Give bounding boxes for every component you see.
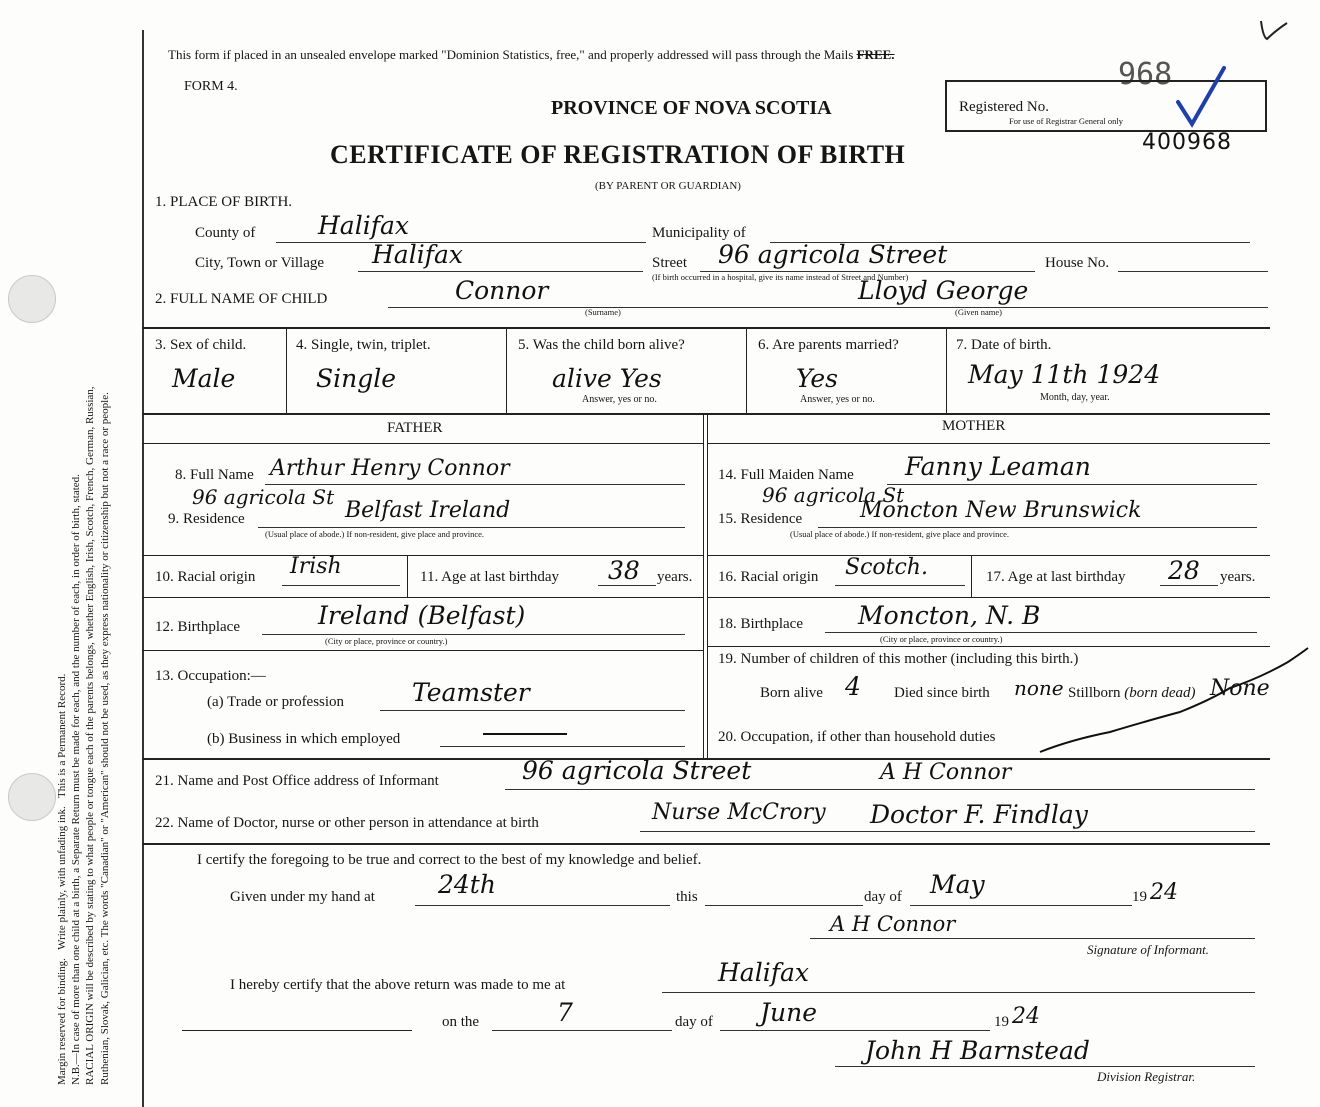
father-residence: Belfast Ireland xyxy=(345,498,511,523)
father-racial-origin: Irish xyxy=(290,554,342,579)
side-notes xyxy=(55,15,112,1085)
children-count-label: 19. Number of children of this mother (including this birth.) xyxy=(718,651,1079,667)
on-the-label: on the xyxy=(442,1014,480,1030)
municipality-label: Municipality of xyxy=(652,225,746,241)
binding-margin xyxy=(0,0,140,1107)
given-name-caption: (Given name) xyxy=(955,307,1002,317)
stillborn-count: None xyxy=(1210,676,1270,701)
father-abode: 96 agricola St xyxy=(192,485,335,509)
registered-no-label: Registered No. xyxy=(959,99,1049,115)
street-label: Street xyxy=(652,255,687,271)
nurse-name: Nurse McCrory xyxy=(652,800,826,825)
house-no-label: House No. xyxy=(1045,255,1110,271)
mother-birthplace-caption: (City or place, province or country.) xyxy=(880,634,1003,644)
certify-year: 24 xyxy=(1150,880,1178,905)
father-age: 38 xyxy=(608,556,640,585)
born-alive-caption: Answer, yes or no. xyxy=(582,394,657,405)
sex-label: 3. Sex of child. xyxy=(155,337,247,353)
mother-age-label: 17. Age at last birthday xyxy=(986,569,1126,585)
document-title: CERTIFICATE OF REGISTRATION OF BIRTH xyxy=(330,140,906,169)
dob-label: 7. Date of birth. xyxy=(956,337,1052,353)
father-birthplace: Ireland (Belfast) xyxy=(318,601,526,630)
tick-mark-icon xyxy=(1255,15,1295,45)
city-value: Halifax xyxy=(372,240,463,269)
plurality-value: Single xyxy=(316,364,397,393)
trade-value: Teamster xyxy=(412,678,530,707)
registrar-year: 24 xyxy=(1012,1004,1040,1029)
informant-signature-caption: Signature of Informant. xyxy=(1087,942,1209,957)
occupation-label: 13. Occupation:— xyxy=(155,668,266,684)
informant-address: 96 agricola Street xyxy=(522,756,752,785)
mother-residence: Moncton New Brunswick xyxy=(860,498,1142,523)
mother-name: Fanny Leaman xyxy=(905,452,1091,481)
surname-caption: (Surname) xyxy=(585,307,621,317)
father-heading: FATHER xyxy=(387,420,443,436)
this-label: this xyxy=(676,889,698,905)
doctor-name: Doctor F. Findlay xyxy=(870,800,1088,829)
business-label: (b) Business in which employed xyxy=(207,731,401,747)
stillborn-label: Stillborn (born dead) xyxy=(1068,685,1196,701)
born-alive-count-label: Born alive xyxy=(760,685,823,701)
registrar-year-prefix: 19 xyxy=(994,1014,1009,1030)
certify-statement: I certify the foregoing to be true and correct to the best of my knowledge and belief. xyxy=(197,852,702,868)
mother-name-label: 14. Full Maiden Name xyxy=(718,467,854,483)
dash-scribble-icon xyxy=(1030,640,1320,760)
father-years: years. xyxy=(657,569,693,585)
mother-years: years. xyxy=(1220,569,1256,585)
given-at-value: 24th xyxy=(438,870,496,899)
punch-hole xyxy=(8,275,56,323)
father-age-label: 11. Age at last birthday xyxy=(420,569,559,585)
side-note-racial-2: Ruthenian, Slovak, Galician, etc. The words "Canadian" or "American" should not be used, as they express nationality or citizenship but not a race or people. xyxy=(98,392,111,1085)
informant-label: 21. Name and Post Office address of Informant xyxy=(155,773,439,789)
registrar-note: For use of Registrar General only xyxy=(1009,116,1124,126)
mother-heading: MOTHER xyxy=(942,418,1006,434)
died-since-birth-label: Died since birth xyxy=(894,685,990,701)
dob-value: May 11th 1924 xyxy=(968,360,1161,389)
checkmark-icon xyxy=(1170,62,1230,132)
child-given-name: Lloyd George xyxy=(858,276,1029,305)
mother-birthplace-label: 18. Birthplace xyxy=(718,616,803,632)
document-subtitle: (BY PARENT OR GUARDIAN) xyxy=(595,180,741,192)
doctor-label: 22. Name of Doctor, nurse or other person in attendance at birth xyxy=(155,815,539,831)
side-note-racial-1: RACIAL ORIGIN will be described by stating to what people or tongue each of the parents belongs, whether English, Irish, Scotch, French, German, Russian, xyxy=(84,386,97,1085)
mother-occupation-label: 20. Occupation, if other than household duties xyxy=(718,729,996,745)
trade-label: (a) Trade or profession xyxy=(207,694,345,710)
father-residence-caption: (Usual place of abode.) If non-resident, give place and province. xyxy=(265,529,485,539)
registrar-day-of-label: day of xyxy=(675,1014,713,1030)
parents-married-caption: Answer, yes or no. xyxy=(800,394,875,405)
registered-number: 400968 xyxy=(1142,130,1232,155)
mother-birthplace: Moncton, N. B xyxy=(858,601,1041,630)
parents-married-label: 6. Are parents married? xyxy=(758,337,899,353)
registrar-signature-caption: Division Registrar. xyxy=(1097,1069,1196,1084)
mother-residence-caption: (Usual place of abode.) If non-resident, give place and province. xyxy=(790,529,1010,539)
province-heading: PROVINCE OF NOVA SCOTIA xyxy=(551,97,832,119)
born-alive-value: alive Yes xyxy=(552,364,662,393)
county-value: Halifax xyxy=(318,211,409,240)
mother-racial-origin: Scotch. xyxy=(845,555,928,580)
informant-name: A H Connor xyxy=(880,760,1012,785)
city-label: City, Town or Village xyxy=(195,255,325,271)
side-note-nb: N.B.—In case of more than one child at a birth, a Separate Return must be made for each, and the number of each, in order of birth, stated. xyxy=(70,474,83,1085)
father-birthplace-caption: (City or place, province or country.) xyxy=(325,636,448,646)
father-birthplace-label: 12. Birthplace xyxy=(155,619,240,635)
registrar-signature: John H Barnstead xyxy=(865,1036,1090,1065)
stamp-number: 968 xyxy=(1118,57,1173,92)
mother-residence-label: 15. Residence xyxy=(718,511,803,527)
certify-month: May xyxy=(930,870,985,899)
mother-racial-label: 16. Racial origin xyxy=(718,569,819,585)
mailing-note: This form if placed in an unsealed envelope marked "Dominion Statistics, free," and properly addressed will pass through the Mails FREE. xyxy=(168,47,895,62)
father-racial-label: 10. Racial origin xyxy=(155,569,256,585)
parents-married-value: Yes xyxy=(796,364,838,393)
child-name-label: 2. FULL NAME OF CHILD xyxy=(155,291,328,307)
born-alive-label: 5. Was the child born alive? xyxy=(518,337,685,353)
father-residence-label: 9. Residence xyxy=(168,511,245,527)
plurality-label: 4. Single, twin, triplet. xyxy=(296,337,431,353)
street-value: 96 agricola Street xyxy=(718,240,948,269)
informant-signature: A H Connor xyxy=(830,912,956,936)
place-heading: 1. PLACE OF BIRTH. xyxy=(155,194,293,210)
sex-value: Male xyxy=(172,364,236,393)
side-note-reserved: Margin reserved for binding. Write plainly, with unfading ink. This is a Permanent Record. xyxy=(56,673,68,1085)
father-name: Arthur Henry Connor xyxy=(270,456,510,481)
mother-abode: 96 agricola St xyxy=(762,483,905,507)
day-of-label: day of xyxy=(864,889,902,905)
mother-age: 28 xyxy=(1168,556,1200,585)
father-name-label: 8. Full Name xyxy=(175,467,254,483)
died-since-birth-count: none xyxy=(1014,676,1064,700)
registrar-month: June xyxy=(760,998,818,1027)
hospital-note: (If birth occurred in a hospital, give its name instead of Street and Number) xyxy=(652,272,909,282)
registrar-statement: I hereby certify that the above return was made to me at xyxy=(230,977,566,993)
born-alive-count: 4 xyxy=(845,672,861,701)
registrar-day: 7 xyxy=(557,998,573,1027)
certify-year-prefix: 19 xyxy=(1132,889,1147,905)
dob-caption: Month, day, year. xyxy=(1040,392,1110,403)
form-number: FORM 4. xyxy=(184,79,238,94)
punch-hole xyxy=(8,773,56,821)
child-surname: Connor xyxy=(455,276,549,305)
county-label: County of xyxy=(195,225,256,241)
given-under-label: Given under my hand at xyxy=(230,889,375,905)
registrar-place: Halifax xyxy=(718,958,809,987)
margin-rule xyxy=(142,30,144,1107)
